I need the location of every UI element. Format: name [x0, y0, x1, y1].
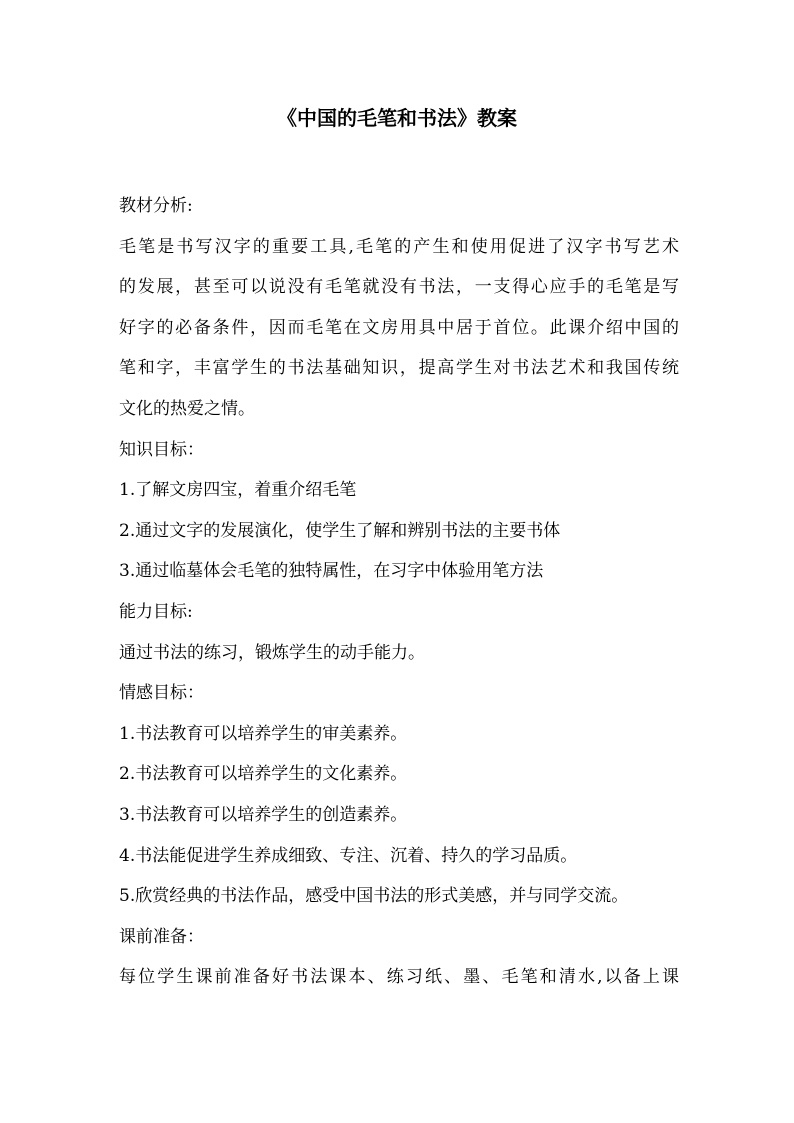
paragraph-line: 的发展，甚至可以说没有毛笔就没有书法，一支得心应手的毛笔是写	[119, 277, 679, 298]
paragraph-line: 好字的必备条件，因而毛笔在文房用具中居于首位。此课介绍中国的	[119, 317, 679, 338]
paragraph-line: 毛笔是书写汉字的重要工具,毛笔的产生和使用促进了汉字书写艺术	[119, 236, 679, 257]
paragraph-line: 每位学生课前准备好书法课本、练习纸、墨、毛笔和清水,以备上课	[119, 967, 679, 988]
list-item: 1.书法教育可以培养学生的审美素养。	[119, 723, 408, 744]
paragraph-line: 文化的热爱之情。	[119, 398, 255, 419]
list-item: 3.通过临墓体会毛笔的独特属性，在习字中体验用笔方法	[119, 561, 544, 582]
paragraph-line: 通过书法的练习，锻炼学生的动手能力。	[119, 642, 425, 663]
paragraph-line: 笔和字，丰富学生的书法基础知识，提高学生对书法艺术和我国传统	[119, 358, 679, 379]
section-heading-ability-goals: 能力目标:	[119, 601, 193, 622]
list-item: 4.书法能促进学生养成细致、专注、沉着、持久的学习品质。	[119, 845, 578, 866]
list-item: 1.了解文房四宝，着重介绍毛笔	[119, 480, 357, 501]
section-heading-textbook-analysis: 教材分析:	[119, 196, 193, 216]
document-body	[119, 186, 679, 998]
section-heading-emotion-goals: 情感目标：	[119, 683, 204, 704]
list-item: 3.书法教育可以培养学生的创造素养。	[119, 804, 408, 825]
list-item: 2.通过文字的发展演化，使学生了解和辨别书法的主要书体	[119, 520, 561, 541]
section-heading-preparation: 课前准备：	[119, 926, 204, 947]
list-item: 2.书法教育可以培养学生的文化素养。	[119, 764, 408, 785]
list-item: 5.欣赏经典的书法作品，感受中国书法的形式美感，并与同学交流。	[119, 886, 629, 907]
document-title: 《中国的毛笔和书法》教案	[277, 106, 517, 130]
section-heading-knowledge-goals: 知识目标：	[119, 439, 204, 460]
